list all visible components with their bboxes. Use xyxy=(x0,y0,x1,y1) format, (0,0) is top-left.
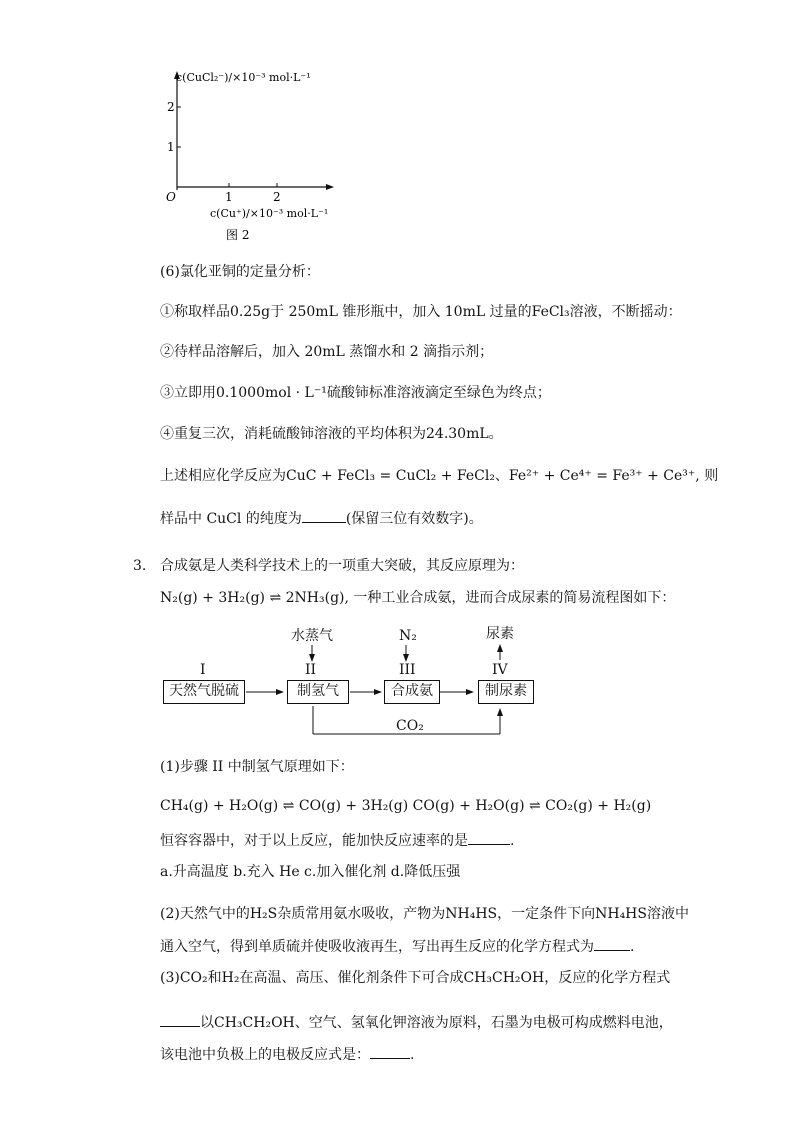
part3-line2 xyxy=(160,1012,673,1033)
section6-ask-text: 样品中 CuCl 的纯度为 xyxy=(160,511,302,527)
answer-blank-rate[interactable] xyxy=(468,830,510,845)
flow-step4-roman: IV xyxy=(492,662,508,678)
flow-box-desulfurization: 天然气脱硫 xyxy=(163,680,245,704)
part2-line2 xyxy=(160,936,634,957)
flow-step2-roman: II xyxy=(305,662,317,678)
flow-input-steam: 水蒸气 xyxy=(291,628,333,644)
y-tick-label-2: 2 xyxy=(167,100,175,114)
y-tick-label-1: 1 xyxy=(167,140,175,154)
part3-line3 xyxy=(160,1044,414,1065)
section6-step3: ③立即用0.1000mol · L⁻¹硫酸铈标准溶液滴定至绿色为终点； xyxy=(160,385,551,401)
section6-step4: ④重复三次，消耗硫酸铈溶液的平均体积为24.30mL。 xyxy=(160,426,503,442)
graph-caption: 图 2 xyxy=(226,228,250,242)
part1-options: a.升高温度 b.充入 He c.加入催化剂 d.降低压强 xyxy=(160,864,461,880)
question3-intro: 合成氨是人类科学技术上的一项重大突破，其反应原理为： xyxy=(160,558,524,574)
part3-question-text: 该电池中负极上的电极反应式是： xyxy=(160,1047,370,1063)
part1-equations: CH₄(g) + H₂O(g) ⇌ CO(g) + 3H₂(g) CO(g) + H₂O(g) ⇌ CO₂(g) + H₂(g) xyxy=(160,798,652,814)
part2-question-end: . xyxy=(630,939,635,955)
x-axis-label: c(Cu⁺)/×10⁻³ mol·L⁻¹ xyxy=(210,207,329,220)
flow-step3-roman: III xyxy=(399,662,416,678)
part1-question-text: 恒容容器中，对于以上反应，能加快反应速率的是 xyxy=(160,833,468,849)
flow-box-hydrogen: 制氢气 xyxy=(287,680,349,704)
flow-input-n2: N₂ xyxy=(399,628,417,644)
flow-output-urea: 尿素 xyxy=(486,626,514,642)
x-tick-label-1: 1 xyxy=(225,190,233,204)
origin-label: O xyxy=(166,190,176,204)
question3-equation: N₂(g) + 3H₂(g) ⇌ 2NH₃(g), 一种工业合成氨，进而合成尿素的简易流程图如下： xyxy=(160,590,676,606)
flow-box-urea: 制尿素 xyxy=(478,680,534,704)
flow-box-ammonia: 合成氨 xyxy=(384,680,440,704)
section6-step1: ①称取样品0.25g于 250mL 锥形瓶中，加入 10mL 过量的FeCl₃溶液，不断摇动： xyxy=(160,304,682,320)
flow-loop-co2: CO₂ xyxy=(396,718,424,734)
flow-step1-roman: I xyxy=(200,662,206,678)
part1-question xyxy=(160,830,514,851)
part2-line1: (2)天然气中的H₂S杂质常用氨水吸收，产物为NH₄HS，一定条件下向NH₄HS溶液中 xyxy=(160,906,689,922)
answer-blank-electrode[interactable] xyxy=(370,1044,410,1059)
part3-line2-text: 以CH₃CH₂OH、空气、氢氧化钾溶液为原料，石墨为电极可构成燃料电池， xyxy=(200,1015,673,1031)
x-tick-label-2: 2 xyxy=(273,190,281,204)
section6-title: (6)氯化亚铜的定量分析： xyxy=(160,264,320,280)
y-axis-label: c(CuCl₂⁻)/×10⁻³ mol·L⁻¹ xyxy=(176,71,311,84)
part3-line1: (3)CO₂和H₂在高温、高压、催化剂条件下可合成CH₃CH₂OH，反应的化学方程式 xyxy=(160,970,671,986)
section6-ask-end: (保留三位有效数字)。 xyxy=(345,511,483,527)
answer-blank-regeneration[interactable] xyxy=(594,936,630,951)
part3-question-end: . xyxy=(410,1047,415,1063)
section6-reaction: 上述相应化学反应为CuC + FeCl₃ = CuCl₂ + FeCl₂、Fe²⁺ + Ce⁴⁺ = Fe³⁺ + Ce³⁺, 则 xyxy=(160,468,719,484)
question-number: 3. xyxy=(133,558,147,574)
answer-blank-equation[interactable] xyxy=(160,1012,200,1027)
part2-question-text: 通入空气，得到单质硫并使吸收液再生，写出再生反应的化学方程式为 xyxy=(160,939,594,955)
part1-question-end: . xyxy=(510,833,515,849)
part1-title: (1)步骤 II 中制氢气原理如下： xyxy=(160,759,354,775)
section6-step2: ②待样品溶解后，加入 20mL 蒸馏水和 2 滴指示剂； xyxy=(160,344,494,360)
